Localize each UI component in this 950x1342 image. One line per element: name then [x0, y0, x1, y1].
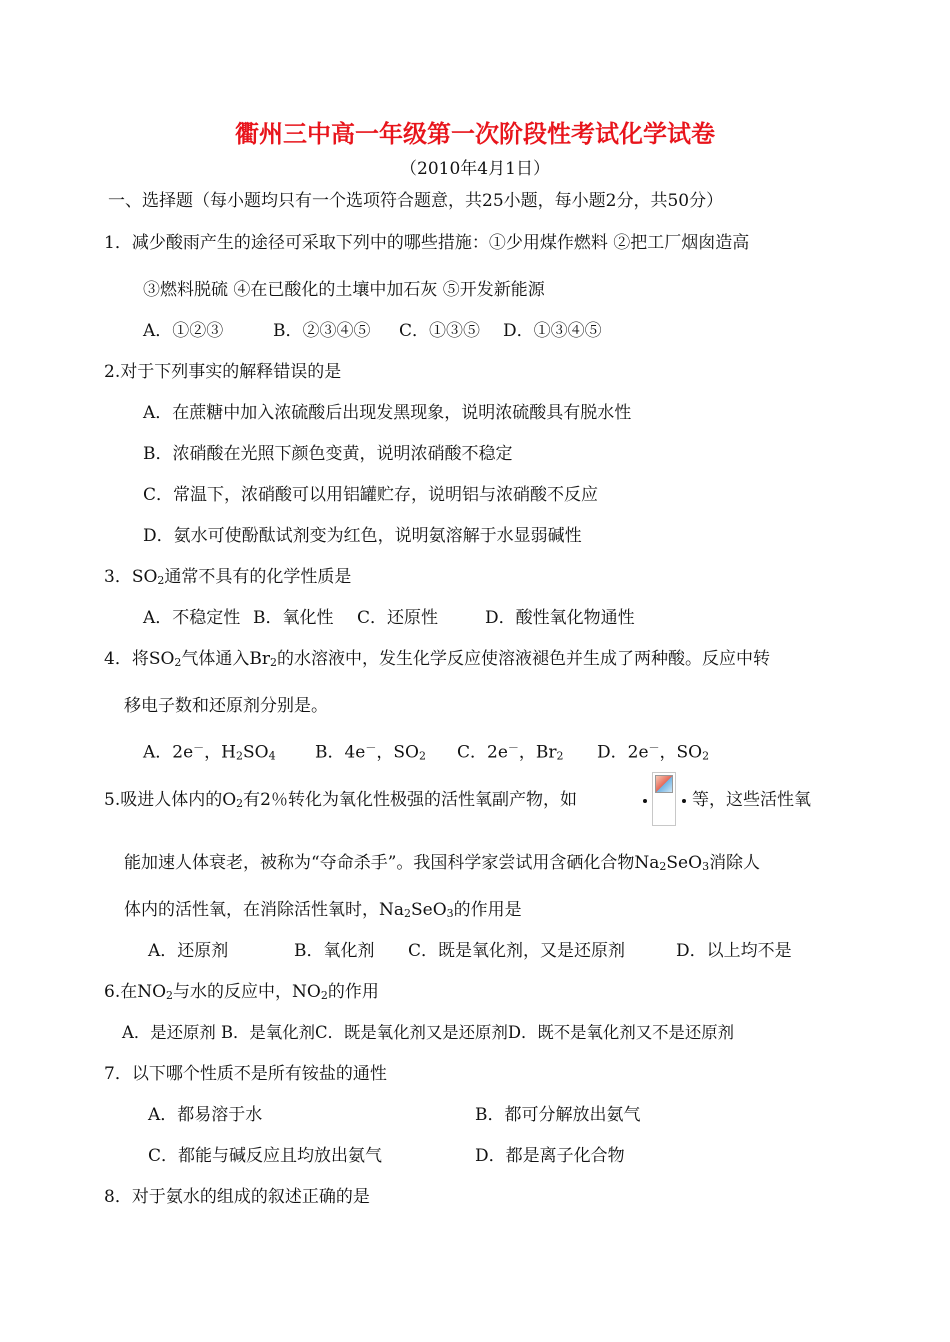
q4-stem-line2: 移电子数和还原剂分别是。 [124, 696, 328, 716]
q5-stem-part: 5.吸进人体内的O [104, 790, 237, 810]
q5-option-b: B．氧化剂 [294, 941, 375, 961]
q2-option-c: C．常温下，浓硝酸可以用铝罐贮存，说明铝与浓硝酸不反应 [143, 485, 599, 505]
q7-option-d: D．都是离子化合物 [475, 1146, 625, 1166]
section-heading: 一、选择题（每小题均只有一个选项符合题意，共25小题，每小题2分，共50分） [108, 191, 724, 211]
q2-option-d: D．氨水可使酚酞试剂变为红色，说明氨溶解于水显弱碱性 [143, 526, 582, 546]
q2-option-a: A．在蔗糖中加入浓硫酸后出现发黑现象，说明浓硫酸具有脱水性 [143, 403, 632, 423]
q3-subscript: 2 [157, 574, 165, 587]
q3-options [143, 607, 635, 629]
q1-option-a: A．①②③ [143, 321, 224, 341]
q1-option-b: B．②③④⑤ [273, 321, 371, 341]
q5-stem-line3: 体内的活性氧，在消除活性氧时，$Na_2SeO_3$的作用是 [124, 900, 522, 920]
q5-stem-line1a [104, 789, 577, 811]
q3-option-c: C．还原性 [357, 608, 439, 628]
exam-date: （2010年4月1日） [400, 159, 550, 179]
q3-option-d: D．酸性氧化物通性 [485, 608, 635, 628]
q1-options [143, 320, 602, 342]
q5-options [148, 940, 792, 962]
radical-dot [682, 799, 686, 803]
radical-dot [643, 799, 647, 803]
broken-image-icon [655, 775, 673, 793]
q5-option-d: D．以上均不是 [676, 941, 792, 961]
q5-stem-line2: 能加速人体衰老，被称为“夺命杀手”。我国科学家尝试用含硒化合物$Na_2SeO_3$消除人 [124, 853, 761, 873]
q3-stem-part: 通常不具有的化学性质是 [164, 567, 352, 587]
q8-stem: 8．对于氨水的组成的叙述正确的是 [104, 1187, 370, 1207]
missing-formula-image [652, 772, 676, 826]
q1-stem-line2: ③燃料脱硫 ④在已酸化的土壤中加石灰 ⑤开发新能源 [143, 280, 545, 300]
q4-option-d: D．2e－，$SO_2$ [597, 741, 710, 763]
q4-stem-part: 4．将SO [104, 649, 175, 669]
q6-stem: 6.在$NO_2$与水的反应中，$NO_2$的作用 [104, 982, 379, 1002]
q4-stem-part: 气体通入Br [181, 649, 271, 669]
q4-subscript: 2 [270, 656, 278, 669]
q4-option-a: A．2e－，$H_2SO_4$ [143, 741, 276, 763]
q5-stem-line1b: 等，这些活性氧 [692, 790, 811, 810]
q3-stem-part: 3．SO [104, 567, 158, 587]
q5-stem-part: 有2％转化为氧化性极强的活性氧副产物，如 [243, 790, 577, 810]
q3-option-b: B．氧化性 [253, 608, 334, 628]
q5-option-a: A．还原剂 [148, 941, 229, 961]
q7-option-b: B．都可分解放出氨气 [475, 1105, 641, 1125]
q6-options: A．是还原剂 B．是氧化剂C．既是氧化剂又是还原剂D．既不是氧化剂又不是还原剂 [122, 1023, 735, 1042]
q4-option-b: B．4e－，$SO_2$ [315, 741, 426, 763]
q4-options [143, 737, 709, 764]
q1-option-d: D．①③④⑤ [503, 321, 602, 341]
q4-subscript: 2 [174, 656, 182, 669]
q3-stem [104, 566, 351, 588]
q3-option-a: A．不稳定性 [143, 608, 241, 628]
q4-option-c: C．2e－，$Br_2$ [457, 741, 564, 763]
q4-stem-line1 [104, 648, 770, 670]
q2-stem: 2.对于下列事实的解释错误的是 [104, 362, 342, 382]
q1-stem-line1: 1．减少酸雨产生的途径可采取下列中的哪些措施：①少用煤作燃料 ②把工厂烟囱造高 [104, 233, 750, 253]
q2-option-b: B．浓硝酸在光照下颜色变黄，说明浓硝酸不稳定 [143, 444, 513, 464]
q5-subscript: 2 [236, 797, 244, 810]
q7-option-c: C．都能与碱反应且均放出氨气 [148, 1146, 383, 1166]
exam-title: 衢州三中高一年级第一次阶段性考试化学试卷 [235, 120, 715, 148]
q1-option-c: C．①③⑤ [399, 321, 481, 341]
q7-stem: 7．以下哪个性质不是所有铵盐的通性 [104, 1064, 387, 1084]
q5-option-c: C．既是氧化剂，又是还原剂 [408, 941, 626, 961]
q4-stem-part: 的水溶液中，发生化学反应使溶液褪色并生成了两种酸。反应中转 [277, 649, 771, 669]
q7-option-a: A．都易溶于水 [148, 1105, 263, 1125]
